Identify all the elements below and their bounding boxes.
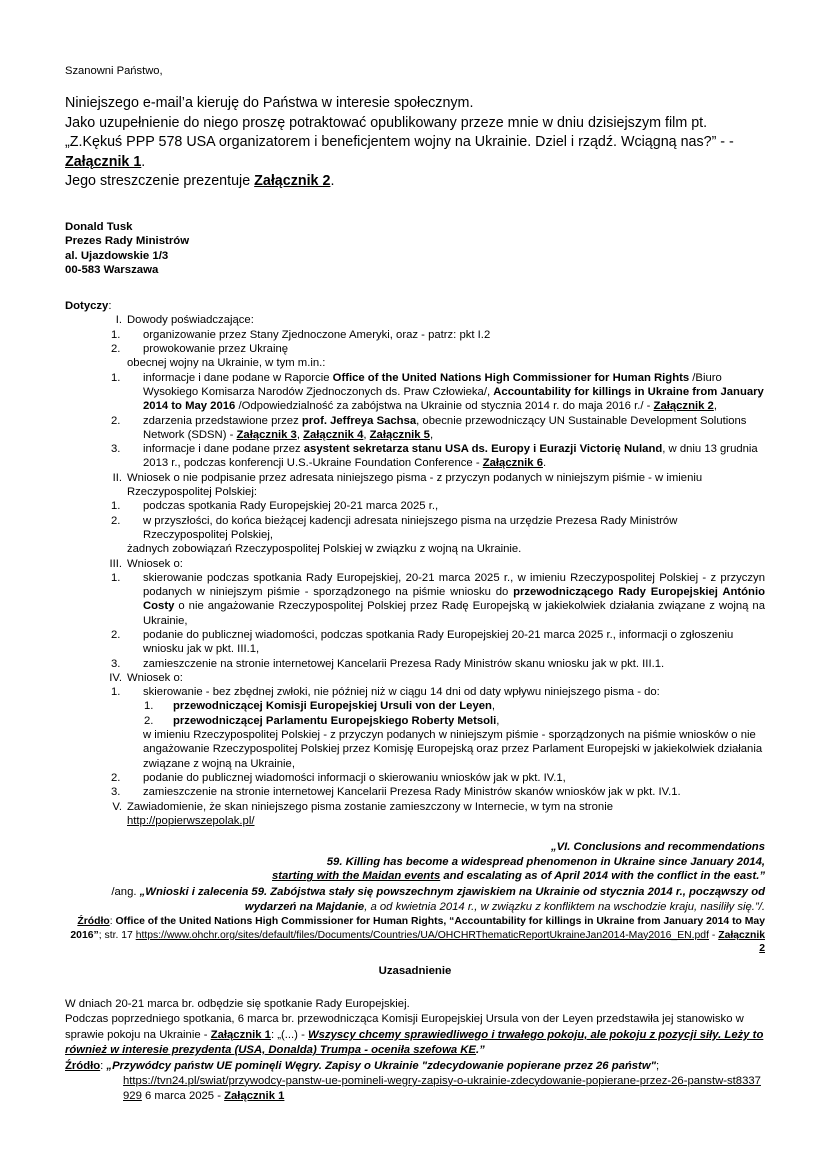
- section-IV-item-2-text: podanie do publicznej wiadomości informacji o skierowaniu wniosków jak w pkt. IV.1,: [143, 771, 566, 784]
- section-II: [65, 471, 765, 500]
- section-I-sub-3-p4: .: [543, 457, 547, 470]
- justification-p2-a: Podczas poprzedniego spotkania, 6 marca br. przewodnicząca Komisji Europejskiej Ursula von der Leyen przedstawiła jej stanowisko w sprawie pokoju na Ukrainie -: [65, 1013, 744, 1041]
- attachment-ref-1b: Załącznik 1: [210, 1028, 271, 1041]
- section-II-item-1-text: podczas spotkania Rady Europejskiej 20-21 marca 2025 r.,: [143, 500, 439, 513]
- quotation-translation: [65, 885, 765, 914]
- section-I-sub-1: [65, 371, 765, 414]
- section-IV-sub-2-marker: 2.: [144, 714, 154, 727]
- section-I-sub-3-marker: 3.: [111, 443, 121, 456]
- section-I-item-2: [65, 342, 765, 356]
- subject-label-line: [65, 299, 765, 313]
- justification-heading: Uzasadnienie: [378, 964, 452, 977]
- section-III-item-1-p1: skierowanie podczas spotkania Rady Europejskiej, 20-21 marca 2025 r., w imieniu Rzeczypospolitej Polskiej - z przyczyn podanych w niniejszym piśmie - sporządzonego na piśmie wniosku do: [143, 571, 765, 599]
- person-roberta-metsola: przewodniczącej Parlamentu Europejskiego Roberty Metsoli: [173, 714, 497, 727]
- section-I-sub-1-p4: ,: [713, 400, 717, 413]
- section-IV-item-3-marker: 3.: [111, 786, 121, 799]
- section-III: [65, 557, 765, 571]
- vdl-quote-part-2: oceniła szefowa KE: [371, 1044, 476, 1057]
- section-III-item-1-p2: o nie angażowanie Rzeczypospolitej Polskiej przez Radę Europejską w jakiekolwiek działania związane z wojną na Ukrainie,: [143, 600, 765, 627]
- justification-source-line: [65, 1059, 765, 1074]
- section-IV-item-1-after: w imieniu Rzeczypospolitej Polskiej - z przyczyn podanych w niniejszym piśmie - sporządzonych na piśmie wniosków o nie angażowanie Rzeczypospolitej Polskiej przez Komisję Europejską oraz przez Parlament Europejski w jakiekolwiek działania związane z wojną na Ukrainie,: [143, 729, 763, 770]
- section-IV-sub-1-tail: ,: [491, 700, 496, 713]
- attachment-ref-4: Załącznik 4: [303, 428, 364, 441]
- justification-body: [65, 997, 765, 1104]
- section-III-item-3: [65, 657, 765, 671]
- addressee-city: 00-583 Warszawa: [65, 263, 159, 276]
- section-I-sub-2: [65, 414, 765, 443]
- attachment-ref-6: Załącznik 6: [482, 457, 543, 470]
- section-IV-marker: IV.: [109, 671, 122, 684]
- person-jeffrey-sachs: prof. Jeffreya Sachsa: [301, 414, 417, 427]
- document-body: [65, 64, 765, 1104]
- section-IV: [65, 671, 765, 685]
- section-I-item-2-text: prowokowanie przez Ukrainę: [143, 343, 289, 356]
- quote-line-3: [65, 869, 765, 884]
- quote-line-3-rest: and escalating as of April 2014 with the conflict in the east.”: [440, 870, 765, 883]
- addressee-block: [65, 220, 765, 277]
- section-II-item-2: [65, 514, 765, 543]
- justification-source-url-line: [65, 1074, 765, 1104]
- section-I-sub-1-p2: /Biuro Wysokiego Komisarza Narodów Zjednoczonych ds. Praw Człowieka/,: [143, 371, 722, 398]
- attachment-ref-1: Załącznik 1: [65, 153, 142, 170]
- person-ursula-von-der-leyen: przewodniczącej Komisji Europejskiej Ursuli von der Leyen: [173, 700, 492, 713]
- link-popierwszepolak[interactable]: http://popierwszepolak.pl/: [127, 814, 255, 827]
- vdl-quote-part-1: Wszyscy chcemy sprawiedliwego i trwałego pokoju, ale pokoju z pozycji siły. Leży to również w interesie prezydenta (USA, Donalda) Trumpa -: [65, 1028, 764, 1057]
- section-I-sub-2-marker: 2.: [111, 414, 121, 427]
- section-II-item-1: [65, 499, 765, 513]
- attachment-ref-2c: Załącznik 2: [718, 929, 765, 955]
- justification-paragraph-2: [65, 1012, 765, 1058]
- body-source-title: „Przywódcy państw UE pominęli Węgry. Zapisy o Ukrainie "zdecydowanie popierane przez 26 państw": [106, 1059, 656, 1072]
- source-att-sep: -: [708, 929, 719, 941]
- section-I-sub-2-p2: , obecnie przewodniczący UN Sustainable Development Solutions Network (SDSN) -: [143, 414, 747, 441]
- intro-paragraph: [65, 94, 765, 192]
- addressee-title: Prezes Rady Ministrów: [65, 235, 190, 248]
- source-publisher: Office of the United Nations High Commissioner for Human Rights, “Accountability for killings in Ukraine from January 2014 to May 2016”: [70, 916, 765, 941]
- quotation-source: [65, 915, 765, 956]
- intro-line-2: [65, 114, 765, 173]
- section-III-item-1: [65, 571, 765, 628]
- section-III-item-3-marker: 3.: [111, 657, 121, 670]
- section-II-item-1-marker: 1.: [111, 500, 121, 513]
- section-I-item-1: [65, 328, 765, 342]
- section-II-heading: Wniosek o nie podpisanie przez adresata niniejszego pisma - z przyczyn podanych w niniejszym piśmie - w imieniu Rzeczypospolitej Polskiej:: [127, 471, 703, 499]
- addressee-street: al. Ujazdowskie 1/3: [65, 249, 169, 262]
- body-source-semi: ;: [655, 1059, 660, 1072]
- section-II-item-2-text: w przyszłości, do końca bieżącej kadencji adresata niniejszego pisma na urzędzie Prezesa Rady Ministrów Rzeczypospolitej Polskiej,: [143, 514, 678, 541]
- quote-pl-italic: , a od kwietnia 2014 r., w związku z konfliktem na wschodzie kraju, nasiliły się.”/.: [364, 900, 765, 913]
- quote-line-1: „VI. Conclusions and recommendations: [550, 841, 765, 854]
- person-victoria-nuland: asystent sekretarza stanu USA ds. Europy i Eurazji Victorię Nuland: [303, 443, 663, 456]
- attachment-ref-5: Załącznik 5: [369, 428, 430, 441]
- intro-line-3-tail: .: [330, 173, 335, 190]
- attachment-ref-1c: Załącznik 1: [224, 1089, 285, 1102]
- section-I-marker: I.: [115, 314, 122, 327]
- body-source-date: 6 marca 2025 -: [141, 1089, 225, 1102]
- quote-line-3-underlined: starting with the Maidan events: [272, 870, 441, 883]
- section-V-url-line: [65, 814, 765, 828]
- subject-section: [65, 299, 765, 828]
- section-III-item-2-marker: 2.: [111, 628, 121, 641]
- section-I-sub-1-marker: 1.: [111, 371, 121, 384]
- section-III-marker: III.: [109, 557, 122, 570]
- section-I-after: obecnej wojny na Ukrainie, w tym m.in.:: [127, 357, 326, 370]
- section-IV-item-3-text: zamieszczenie na stronie internetowej Kancelarii Prezesa Rady Ministrów skanów wniosków jak w pkt. IV.1.: [143, 786, 681, 799]
- sep-2: ,: [363, 428, 370, 441]
- justification-p2-c: .”: [475, 1044, 485, 1057]
- quotation-block: [65, 840, 765, 884]
- section-III-item-1-marker: 1.: [111, 571, 121, 584]
- greeting-line: Szanowni Państwo,: [65, 65, 163, 77]
- attachment-ref-3: Załącznik 3: [236, 428, 297, 441]
- section-IV-item-2-marker: 2.: [111, 771, 121, 784]
- section-V: [65, 800, 765, 814]
- section-I-sub-3: [65, 442, 765, 471]
- quote-pl-bold: „Wnioski i zalecenia 59. Zabójstwa stały się powszechnym zjawiskiem na Ukrainie od stycznia 2014 r., począwszy od wydarzeń na Majdanie: [139, 885, 765, 913]
- section-I-sub-3-p1: informacje i dane podane przez: [143, 443, 304, 456]
- body-source-label: Źródło: [65, 1059, 101, 1072]
- link-ohchr-report[interactable]: https://www.ohchr.org/sites/default/files/Documents/Countries/UA/OHCHRThematicReportUkraineJan2014-May2016_EN.pdf: [135, 929, 709, 941]
- intro-line-2-text: Jako uzupełnienie do niego proszę potraktować opublikowany przeze mnie w dniu dzisiejszym film pt. „Z.Kękuś PPP 578 USA organizatorem i beneficjentem wojny na Ukrainie. Dziel i rządź. Wciągną nas?” - -: [65, 114, 734, 151]
- subject-label: Dotyczy: [65, 300, 109, 313]
- section-IV-item-1: [65, 685, 765, 699]
- section-IV-item-1-marker: 1.: [111, 686, 121, 699]
- body-source-colon: :: [100, 1059, 107, 1072]
- quote-line-2: 59. Killing has become a widespread phenomenon in Ukraine since January 2014,: [326, 855, 765, 868]
- section-II-item-2-marker: 2.: [111, 514, 121, 527]
- section-II-marker: II.: [112, 471, 122, 484]
- source-colon: :: [109, 916, 116, 928]
- intro-line-3-text: Jego streszczenie prezentuje: [65, 173, 255, 190]
- section-I-item-1-marker: 1.: [111, 328, 121, 341]
- section-I-sub-2-p1: zdarzenia przedstawione przez: [143, 414, 302, 427]
- section-I-sub-1-p3: /Odpowiedzialność za zabójstwa na Ukrainie od stycznia 2014 r. do maja 2016 r./ -: [235, 400, 654, 413]
- justification-paragraph-1: W dniach 20-21 marca br. odbędzie się spotkanie Rady Europejskiej.: [65, 997, 410, 1010]
- section-IV-sub-2-tail: ,: [496, 714, 500, 727]
- section-I-sub-1-p1: informacje i dane podane w Raporcie: [143, 371, 333, 384]
- report-title-en: Accountability for killings in Ukraine from January 2014 to May 2016: [143, 385, 764, 413]
- section-I: [65, 313, 765, 327]
- section-V-marker: V.: [112, 800, 122, 813]
- link-tvn24-article[interactable]: https://tvn24.pl/swiat/przywodcy-panstw-ue-pomineli-wegry-zapisy-o-ukrainie-zdecydowanie-popierane-przez-26-panstw-st8337929: [123, 1074, 761, 1102]
- justification-p2-b: : „(...) -: [270, 1028, 308, 1041]
- attachment-ref-2b: Załącznik 2: [653, 400, 714, 413]
- section-I-item-2-marker: 2.: [111, 343, 121, 356]
- intro-line-3: [65, 172, 765, 192]
- section-IV-sub-1: [65, 699, 765, 713]
- section-IV-item-3: [65, 785, 765, 799]
- section-IV-heading: Wniosek o:: [127, 671, 183, 684]
- section-IV-item-2: [65, 771, 765, 785]
- section-I-item-1-text: organizowanie przez Stany Zjednoczone Ameryki, oraz - patrz: pkt I.2: [143, 328, 491, 341]
- intro-line-2-tail: .: [141, 153, 146, 170]
- ohchr-org-name: Office of the United Nations High Commissioner for Human Rights: [332, 371, 690, 384]
- section-IV-sub-1-marker: 1.: [144, 700, 154, 713]
- section-III-item-3-text: zamieszczenie na stronie internetowej Kancelarii Prezesa Rady Ministrów skanu wniosku jak w pkt. III.1.: [143, 657, 665, 670]
- sep-1: ,: [296, 428, 304, 441]
- attachment-ref-2: Załącznik 2: [254, 173, 331, 190]
- lang-prefix: /ang.: [111, 885, 140, 898]
- section-I-heading: Dowody poświadczające:: [127, 314, 254, 327]
- section-I-sub-2-p4: ,: [429, 428, 434, 441]
- subject-colon: :: [108, 300, 112, 313]
- intro-line-1: Niniejszego e-mail’a kieruję do Państwa w interesie społecznym.: [65, 95, 474, 111]
- section-III-item-2-text: podanie do publicznej wiadomości, podczas spotkania Rady Europejskiej 20-21 marca 2025 r., informacji o zgłoszeniu wniosku jak w pkt. III.1,: [143, 628, 734, 656]
- addressee-name: Donald Tusk: [65, 220, 133, 233]
- section-I-sub-3-p2: , w dniu 13 grudnia 2013 r., podczas konferencji U.S.-Ukraine Foundation Conference -: [143, 443, 758, 470]
- section-IV-item-1-text: skierowanie - bez zbędnej zwłoki, nie później niż w ciągu 14 dni od daty wpływu niniejszego pisma - do:: [143, 686, 660, 699]
- section-II-after: żadnych zobowiązań Rzeczypospolitej Polskiej w związku z wojną na Ukrainie.: [127, 543, 522, 556]
- section-V-heading: Zawiadomienie, że skan niniejszego pisma zostanie zamieszczony w Internecie, w tym na stronie: [127, 800, 613, 813]
- section-IV-sub-2: [65, 714, 765, 728]
- section-III-item-2: [65, 628, 765, 657]
- person-antonio-costa: przewodniczącego Rady Europejskiej António Costy: [143, 586, 765, 613]
- section-III-heading: Wniosek o:: [127, 557, 183, 570]
- source-label: Źródło: [77, 916, 110, 928]
- source-page: ; str. 17: [98, 929, 136, 941]
